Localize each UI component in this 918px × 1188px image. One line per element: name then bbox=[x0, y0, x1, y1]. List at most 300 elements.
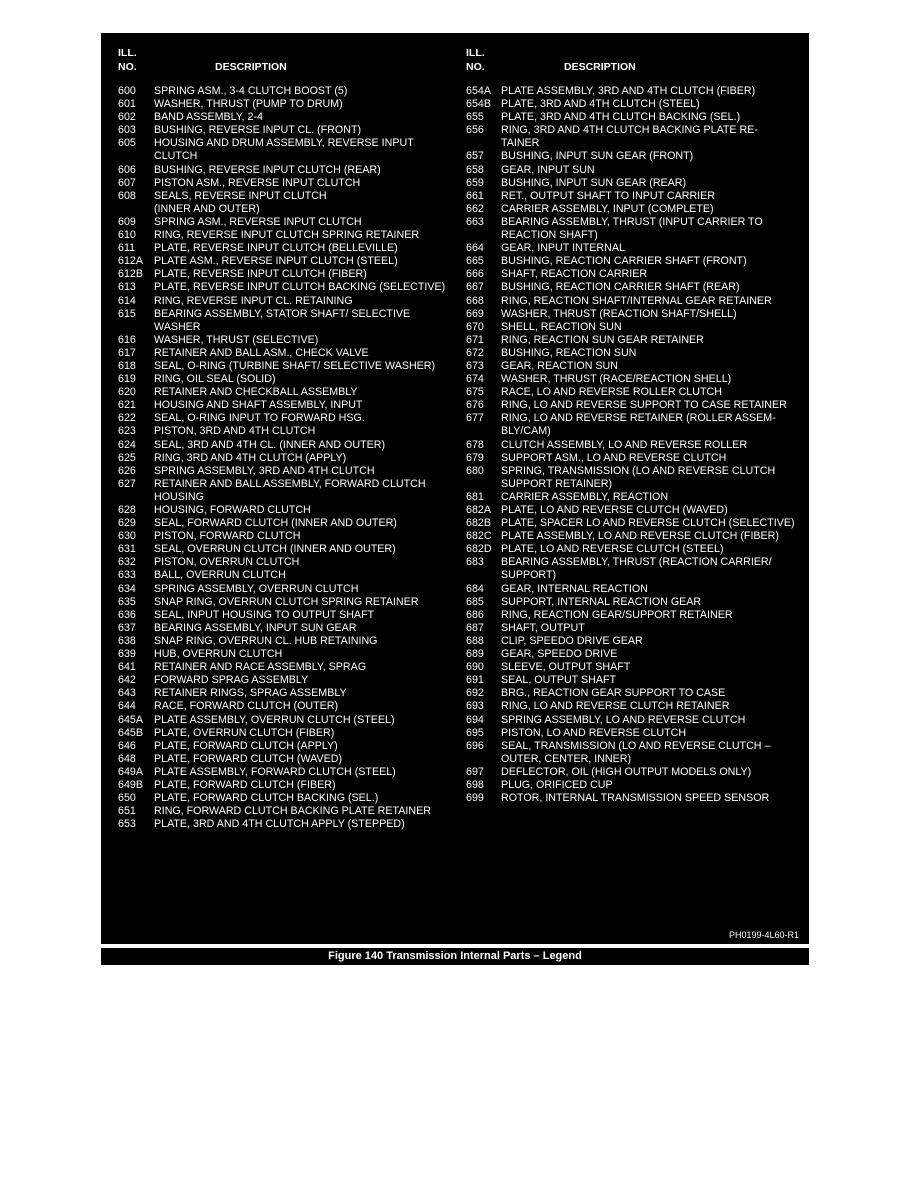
legend-item bbox=[118, 530, 458, 543]
part-description: PLATE ASSEMBLY, 3RD AND 4TH CLUTCH (FIBER) bbox=[501, 85, 756, 97]
figure-code: PH0199-4L60-R1 bbox=[728, 930, 799, 940]
part-description: BUSHING, REVERSE INPUT CL. (FRONT) bbox=[154, 124, 362, 137]
ill-number: 662 bbox=[466, 202, 484, 215]
legend-item bbox=[466, 465, 806, 491]
ill-number: 622 bbox=[118, 412, 136, 425]
ill-number: 664 bbox=[466, 242, 484, 255]
ill-number: 615 bbox=[118, 307, 136, 320]
legend-item bbox=[118, 360, 458, 373]
part-description: BUSHING, REACTION CARRIER SHAFT (REAR) bbox=[501, 281, 740, 294]
legend-item bbox=[118, 740, 458, 753]
ill-number: 601 bbox=[118, 98, 136, 111]
legend-item bbox=[118, 556, 458, 569]
ill-number: 661 bbox=[466, 189, 484, 202]
part-description: RING, OIL SEAL (SOLID) bbox=[154, 373, 276, 386]
legend-item bbox=[466, 373, 806, 386]
column-header-right bbox=[466, 33, 806, 85]
part-description: RETAINER AND BALL ASSEMBLY, FORWARD CLUTCH HOUSING bbox=[154, 477, 426, 503]
ill-number: 649B bbox=[118, 778, 143, 791]
part-description: PLATE, 3RD AND 4TH CLUTCH (STEEL) bbox=[501, 98, 700, 111]
ill-number: 617 bbox=[118, 346, 136, 359]
legend-item bbox=[466, 360, 806, 373]
ill-no-header: ILL. NO. bbox=[118, 47, 137, 73]
part-description: BUSHING, REVERSE INPUT CLUTCH (REAR) bbox=[154, 163, 381, 176]
ill-number: 642 bbox=[118, 674, 136, 687]
part-description: RETAINER AND RACE ASSEMBLY, SPRAG bbox=[154, 661, 367, 674]
ill-number: 682A bbox=[466, 504, 491, 516]
figure-caption: Figure 140 Transmission Internal Parts – Legend bbox=[101, 948, 809, 965]
part-description: SHAFT, REACTION CARRIER bbox=[501, 268, 648, 281]
legend-item bbox=[118, 517, 458, 530]
ill-number: 614 bbox=[118, 294, 136, 307]
part-description: SUPPORT, INTERNAL REACTION GEAR bbox=[501, 595, 702, 608]
legend-item bbox=[118, 609, 458, 622]
part-description: PLATE ASM., REVERSE INPUT CLUTCH (STEEL) bbox=[154, 255, 398, 268]
legend-item bbox=[118, 766, 458, 779]
part-description: PLATE ASSEMBLY, OVERRUN CLUTCH (STEEL) bbox=[154, 713, 395, 726]
legend-item bbox=[118, 465, 458, 478]
ill-number: 671 bbox=[466, 333, 484, 346]
legend-item bbox=[466, 740, 806, 766]
legend-item bbox=[466, 504, 806, 517]
legend-item bbox=[118, 753, 458, 766]
ill-number: 678 bbox=[466, 438, 484, 451]
ill-number: 655 bbox=[466, 111, 484, 124]
legend-item bbox=[118, 281, 458, 294]
legend-item bbox=[466, 150, 806, 163]
ill-number: 630 bbox=[118, 530, 136, 543]
description-header: DESCRIPTION bbox=[564, 61, 636, 73]
legend-item bbox=[466, 687, 806, 700]
part-description: SHELL, REACTION SUN bbox=[501, 320, 622, 333]
legend-item bbox=[118, 779, 458, 792]
legend-item bbox=[466, 792, 806, 805]
ill-number: 611 bbox=[118, 242, 136, 255]
legend-item bbox=[118, 137, 458, 163]
ill-number: 609 bbox=[118, 215, 136, 228]
ill-number: 612A bbox=[118, 255, 143, 268]
legend-item bbox=[118, 635, 458, 648]
legend-item bbox=[118, 255, 458, 268]
legend-item bbox=[118, 229, 458, 242]
part-description: PLATE, REVERSE INPUT CLUTCH BACKING (SELECTIVE) bbox=[154, 281, 446, 294]
legend-item bbox=[118, 648, 458, 661]
ill-number: 636 bbox=[118, 608, 136, 621]
legend-item bbox=[118, 674, 458, 687]
legend-list-right bbox=[466, 85, 806, 805]
legend-panel bbox=[101, 33, 809, 944]
ill-number: 682B bbox=[466, 517, 491, 530]
ill-number: 633 bbox=[118, 569, 136, 582]
ill-number: 606 bbox=[118, 163, 136, 176]
part-description: HUB, OVERRUN CLUTCH bbox=[154, 648, 283, 661]
ill-number: 672 bbox=[466, 346, 484, 359]
legend-item bbox=[118, 124, 458, 137]
legend-item bbox=[466, 674, 806, 687]
part-description: CARRIER ASSEMBLY, INPUT (COMPLETE) bbox=[501, 202, 714, 215]
part-description: RING, LO AND REVERSE CLUTCH RETAINER bbox=[501, 700, 730, 713]
part-description: RING, REACTION SHAFT/INTERNAL GEAR RETAINER bbox=[501, 294, 772, 307]
ill-number: 602 bbox=[118, 111, 136, 124]
part-description: PLATE, OVERRUN CLUTCH (FIBER) bbox=[154, 726, 335, 739]
legend-item bbox=[466, 543, 806, 556]
part-description: BEARING ASSEMBLY, THRUST (REACTION CARRIER/ SUPPORT) bbox=[501, 556, 772, 582]
ill-number: 623 bbox=[118, 425, 136, 438]
ill-number: 603 bbox=[118, 124, 136, 137]
ill-number: 681 bbox=[466, 490, 484, 503]
part-description: PLATE, 3RD AND 4TH CLUTCH APPLY (STEPPED) bbox=[154, 818, 405, 831]
legend-item bbox=[466, 596, 806, 609]
legend-item bbox=[466, 399, 806, 412]
description-header: DESCRIPTION bbox=[215, 61, 287, 73]
ill-number: 651 bbox=[118, 805, 136, 818]
part-description: PLATE, REVERSE INPUT CLUTCH (FIBER) bbox=[154, 268, 367, 281]
ill-number: 624 bbox=[118, 438, 136, 451]
ill-number: 691 bbox=[466, 674, 484, 687]
part-description: SHAFT, OUTPUT bbox=[501, 621, 585, 634]
ill-number: 695 bbox=[466, 726, 484, 739]
ill-number: 679 bbox=[466, 451, 484, 464]
legend-item bbox=[118, 308, 458, 334]
legend-item bbox=[118, 569, 458, 582]
legend-item bbox=[118, 98, 458, 111]
part-description: PLATE, FORWARD CLUTCH (APPLY) bbox=[154, 739, 338, 752]
part-description: SPRING, TRANSMISSION (LO AND REVERSE CLUTCH SUPPORT RETAINER) bbox=[501, 464, 776, 490]
legend-item bbox=[466, 700, 806, 713]
part-description: HOUSING, FORWARD CLUTCH bbox=[154, 504, 311, 516]
legend-item bbox=[466, 661, 806, 674]
ill-number: 645B bbox=[118, 726, 143, 739]
part-description: RING, REVERSE INPUT CLUTCH SPRING RETAINER bbox=[154, 229, 420, 242]
legend-item bbox=[466, 190, 806, 203]
ill-number: 625 bbox=[118, 451, 136, 464]
legend-item bbox=[466, 334, 806, 347]
part-description: GEAR, REACTION SUN bbox=[501, 359, 618, 372]
ill-number: 637 bbox=[118, 621, 136, 634]
legend-item bbox=[466, 216, 806, 242]
part-description: RETAINER AND BALL ASM., CHECK VALVE bbox=[154, 346, 369, 359]
legend-item bbox=[466, 609, 806, 622]
ill-number: 629 bbox=[118, 517, 136, 530]
part-description: PISTON, 3RD AND 4TH CLUTCH bbox=[154, 425, 316, 438]
part-description: DEFLECTOR, OIL (HIGH OUTPUT MODELS ONLY) bbox=[501, 765, 752, 778]
ill-number: 693 bbox=[466, 700, 484, 713]
ill-number: 627 bbox=[118, 477, 136, 490]
ill-number: 666 bbox=[466, 268, 484, 281]
ill-number: 675 bbox=[466, 386, 484, 399]
part-description: PLUG, ORIFICED CUP bbox=[501, 778, 613, 791]
ill-number: 628 bbox=[118, 504, 136, 516]
ill-number: 635 bbox=[118, 595, 136, 608]
legend-item bbox=[118, 399, 458, 412]
part-description: SPRING ASSEMBLY, OVERRUN CLUTCH bbox=[154, 582, 359, 595]
ill-number: 676 bbox=[466, 399, 484, 412]
part-description: RACE, LO AND REVERSE ROLLER CLUTCH bbox=[501, 386, 722, 399]
legend-item bbox=[466, 530, 806, 543]
part-description: BEARING ASSEMBLY, THRUST (INPUT CARRIER TO REACTION SHAFT) bbox=[501, 215, 763, 242]
ill-number: 667 bbox=[466, 281, 484, 294]
legend-item bbox=[466, 386, 806, 399]
ill-number: 632 bbox=[118, 556, 136, 569]
ill-number: 657 bbox=[466, 150, 484, 163]
ill-number: 686 bbox=[466, 608, 484, 621]
part-description: BRG., REACTION GEAR SUPPORT TO CASE bbox=[501, 687, 726, 700]
legend-item bbox=[118, 792, 458, 805]
legend-item bbox=[466, 491, 806, 504]
part-description: RING, LO AND REVERSE RETAINER (ROLLER ASSEM- BLY/CAM) bbox=[501, 412, 776, 438]
part-description: PLATE, FORWARD CLUTCH (WAVED) bbox=[154, 752, 343, 765]
legend-item bbox=[118, 164, 458, 177]
ill-number: 654A bbox=[466, 85, 491, 97]
ill-number: 620 bbox=[118, 386, 136, 399]
legend-item bbox=[466, 295, 806, 308]
part-description: WASHER, THRUST (PUMP TO DRUM) bbox=[154, 98, 343, 111]
legend-item bbox=[118, 596, 458, 609]
part-description: SEAL, FORWARD CLUTCH (INNER AND OUTER) bbox=[154, 517, 397, 530]
part-description: ROTOR, INTERNAL TRANSMISSION SPEED SENSOR bbox=[501, 792, 770, 805]
legend-item bbox=[118, 216, 458, 229]
legend-item bbox=[466, 347, 806, 360]
ill-number: 638 bbox=[118, 634, 136, 647]
ill-number: 682C bbox=[466, 530, 492, 543]
ill-number: 643 bbox=[118, 687, 136, 700]
legend-item bbox=[118, 583, 458, 596]
ill-number: 605 bbox=[118, 137, 136, 150]
legend-item bbox=[118, 504, 458, 517]
legend-item bbox=[118, 373, 458, 386]
legend-item bbox=[118, 661, 458, 674]
part-description: WASHER, THRUST (REACTION SHAFT/SHELL) bbox=[501, 307, 737, 320]
part-description: GEAR, INPUT SUN bbox=[501, 163, 595, 176]
ill-number: 654B bbox=[466, 98, 491, 111]
legend-item bbox=[118, 714, 458, 727]
legend-item bbox=[466, 439, 806, 452]
part-description: PLATE, REVERSE INPUT CLUTCH (BELLEVILLE) bbox=[154, 242, 398, 255]
ill-number: 659 bbox=[466, 176, 484, 189]
part-description: RING, LO AND REVERSE SUPPORT TO CASE RETAINER bbox=[501, 399, 787, 412]
ill-number: 694 bbox=[466, 713, 484, 726]
legend-item bbox=[466, 412, 806, 438]
ill-number: 677 bbox=[466, 412, 484, 425]
ill-number: 687 bbox=[466, 621, 484, 634]
legend-item bbox=[466, 85, 806, 98]
part-description: SNAP RING, OVERRUN CLUTCH SPRING RETAINER bbox=[154, 595, 419, 608]
ill-number: 600 bbox=[118, 85, 136, 97]
part-description: PLATE, FORWARD CLUTCH BACKING (SEL.) bbox=[154, 792, 379, 805]
ill-number: 699 bbox=[466, 792, 484, 805]
legend-item bbox=[118, 347, 458, 360]
part-description: BUSHING, INPUT SUN GEAR (FRONT) bbox=[501, 150, 694, 163]
part-description: SEALS, REVERSE INPUT CLUTCH (INNER AND OUTER) bbox=[154, 189, 327, 215]
part-description: PLATE, FORWARD CLUTCH (FIBER) bbox=[154, 778, 336, 791]
ill-number: 673 bbox=[466, 359, 484, 372]
part-description: SEAL, O-RING INPUT TO FORWARD HSG. bbox=[154, 412, 365, 425]
legend-item bbox=[466, 727, 806, 740]
ill-no-header: ILL. NO. bbox=[466, 47, 485, 73]
ill-number: 690 bbox=[466, 661, 484, 674]
ill-number: 697 bbox=[466, 765, 484, 778]
ill-number: 680 bbox=[466, 464, 484, 477]
part-description: RACE, FORWARD CLUTCH (OUTER) bbox=[154, 700, 339, 713]
legend-item bbox=[118, 386, 458, 399]
part-description: GEAR, SPEEDO DRIVE bbox=[501, 648, 618, 661]
legend-item bbox=[118, 334, 458, 347]
part-description: SEAL, INPUT HOUSING TO OUTPUT SHAFT bbox=[154, 608, 375, 621]
legend-item bbox=[118, 727, 458, 740]
legend-item bbox=[118, 622, 458, 635]
part-description: SEAL, OVERRUN CLUTCH (INNER AND OUTER) bbox=[154, 543, 396, 556]
legend-item bbox=[118, 190, 458, 216]
part-description: BEARING ASSEMBLY, STATOR SHAFT/ SELECTIVE WASHER bbox=[154, 307, 411, 333]
legend-item bbox=[466, 111, 806, 124]
ill-number: 689 bbox=[466, 648, 484, 661]
legend-item bbox=[466, 635, 806, 648]
legend-item bbox=[118, 412, 458, 425]
legend-item bbox=[118, 295, 458, 308]
part-description: FORWARD SPRAG ASSEMBLY bbox=[154, 674, 309, 687]
legend-item bbox=[466, 255, 806, 268]
ill-number: 616 bbox=[118, 333, 136, 346]
part-description: SPRING ASM., REVERSE INPUT CLUTCH bbox=[154, 215, 362, 228]
legend-item bbox=[118, 425, 458, 438]
ill-number: 669 bbox=[466, 307, 484, 320]
ill-number: 613 bbox=[118, 281, 136, 294]
part-description: SLEEVE, OUTPUT SHAFT bbox=[501, 661, 631, 674]
part-description: SPRING ASM., 3-4 CLUTCH BOOST (5) bbox=[154, 85, 348, 97]
legend-item bbox=[466, 556, 806, 582]
part-description: PISTON ASM., REVERSE INPUT CLUTCH bbox=[154, 176, 361, 189]
ill-number: 692 bbox=[466, 687, 484, 700]
part-description: SEAL, OUTPUT SHAFT bbox=[501, 674, 617, 687]
legend-item bbox=[466, 98, 806, 111]
legend-item bbox=[118, 543, 458, 556]
part-description: BUSHING, REACTION CARRIER SHAFT (FRONT) bbox=[501, 255, 747, 268]
part-description: GEAR, INPUT INTERNAL bbox=[501, 242, 625, 255]
part-description: PLATE, LO AND REVERSE CLUTCH (STEEL) bbox=[501, 543, 724, 556]
part-description: SNAP RING, OVERRUN CL. HUB RETAINING bbox=[154, 634, 378, 647]
ill-number: 658 bbox=[466, 163, 484, 176]
ill-number: 663 bbox=[466, 215, 484, 228]
legend-item bbox=[118, 687, 458, 700]
ill-number: 688 bbox=[466, 634, 484, 647]
legend-item bbox=[118, 439, 458, 452]
part-description: BUSHING, REACTION SUN bbox=[501, 346, 637, 359]
part-description: RETAINER RINGS, SPRAG ASSEMBLY bbox=[154, 687, 347, 700]
legend-item bbox=[466, 203, 806, 216]
legend-item bbox=[118, 85, 458, 98]
ill-number: 656 bbox=[466, 124, 484, 137]
part-description: PLATE, 3RD AND 4TH CLUTCH BACKING (SEL.) bbox=[501, 111, 741, 124]
legend-item bbox=[118, 818, 458, 831]
legend-item bbox=[118, 478, 458, 504]
legend-item bbox=[466, 517, 806, 530]
legend-item bbox=[466, 281, 806, 294]
part-description: SPRING ASSEMBLY, 3RD AND 4TH CLUTCH bbox=[154, 464, 375, 477]
part-description: CLIP, SPEEDO DRIVE GEAR bbox=[501, 634, 643, 647]
ill-number: 607 bbox=[118, 176, 136, 189]
part-description: PLATE ASSEMBLY, FORWARD CLUTCH (STEEL) bbox=[154, 765, 396, 778]
part-description: GEAR, INTERNAL REACTION bbox=[501, 582, 648, 595]
legend-item bbox=[466, 242, 806, 255]
part-description: SPRING ASSEMBLY, LO AND REVERSE CLUTCH bbox=[501, 713, 746, 726]
ill-number: 626 bbox=[118, 464, 136, 477]
ill-number: 696 bbox=[466, 739, 484, 752]
legend-item bbox=[466, 714, 806, 727]
ill-number: 618 bbox=[118, 359, 136, 372]
part-description: RET., OUTPUT SHAFT TO INPUT CARRIER bbox=[501, 189, 715, 202]
ill-number: 634 bbox=[118, 582, 136, 595]
ill-number: 608 bbox=[118, 189, 136, 202]
legend-item bbox=[466, 779, 806, 792]
ill-number: 698 bbox=[466, 778, 484, 791]
legend-list-left bbox=[118, 85, 458, 831]
part-description: SUPPORT ASM., LO AND REVERSE CLUTCH bbox=[501, 451, 727, 464]
legend-item bbox=[118, 242, 458, 255]
part-description: RING, REACTION SUN GEAR RETAINER bbox=[501, 333, 704, 346]
ill-number: 682D bbox=[466, 543, 492, 556]
ill-number: 668 bbox=[466, 294, 484, 307]
legend-item bbox=[118, 805, 458, 818]
part-description: BAND ASSEMBLY, 2-4 bbox=[154, 111, 263, 124]
legend-item bbox=[466, 452, 806, 465]
ill-number: 650 bbox=[118, 792, 136, 805]
ill-number: 685 bbox=[466, 595, 484, 608]
legend-item bbox=[118, 452, 458, 465]
part-description: RING, REVERSE INPUT CL. RETAINING bbox=[154, 294, 353, 307]
legend-item bbox=[118, 268, 458, 281]
ill-number: 619 bbox=[118, 373, 136, 386]
ill-number: 612B bbox=[118, 268, 143, 281]
legend-item bbox=[466, 321, 806, 334]
ill-number: 631 bbox=[118, 543, 136, 556]
part-description: BUSHING, INPUT SUN GEAR (REAR) bbox=[501, 176, 687, 189]
ill-number: 639 bbox=[118, 648, 136, 661]
ill-number: 648 bbox=[118, 752, 136, 765]
ill-number: 683 bbox=[466, 556, 484, 569]
ill-number: 649A bbox=[118, 765, 143, 778]
part-description: HOUSING AND SHAFT ASSEMBLY, INPUT bbox=[154, 399, 363, 412]
legend-column-right bbox=[466, 33, 806, 805]
ill-number: 621 bbox=[118, 399, 136, 412]
legend-item bbox=[466, 583, 806, 596]
part-description: SEAL, O-RING (TURBINE SHAFT/ SELECTIVE WASHER) bbox=[154, 359, 436, 372]
legend-item bbox=[466, 124, 806, 150]
legend-item bbox=[118, 700, 458, 713]
ill-number: 610 bbox=[118, 229, 136, 242]
part-description: PISTON, OVERRUN CLUTCH bbox=[154, 556, 300, 569]
part-description: PLATE, LO AND REVERSE CLUTCH (WAVED) bbox=[501, 504, 728, 516]
ill-number: 670 bbox=[466, 320, 484, 333]
legend-item bbox=[118, 111, 458, 124]
part-description: SEAL, 3RD AND 4TH CL. (INNER AND OUTER) bbox=[154, 438, 386, 451]
ill-number: 644 bbox=[118, 700, 136, 713]
legend-item bbox=[118, 177, 458, 190]
part-description: BALL, OVERRUN CLUTCH bbox=[154, 569, 286, 582]
ill-number: 641 bbox=[118, 661, 136, 674]
part-description: RING, 3RD AND 4TH CLUTCH BACKING PLATE RE- TAINER bbox=[501, 124, 758, 150]
part-description: RING, FORWARD CLUTCH BACKING PLATE RETAINER bbox=[154, 805, 431, 818]
part-description: PISTON, FORWARD CLUTCH bbox=[154, 530, 301, 543]
legend-item bbox=[466, 177, 806, 190]
legend-column-left bbox=[118, 33, 458, 831]
legend-item bbox=[466, 622, 806, 635]
legend-item bbox=[466, 648, 806, 661]
ill-number: 674 bbox=[466, 373, 484, 386]
part-description: BEARING ASSEMBLY, INPUT SUN GEAR bbox=[154, 621, 357, 634]
part-description: PISTON, LO AND REVERSE CLUTCH bbox=[501, 726, 687, 739]
ill-number: 684 bbox=[466, 582, 484, 595]
part-description: CARRIER ASSEMBLY, REACTION bbox=[501, 490, 669, 503]
